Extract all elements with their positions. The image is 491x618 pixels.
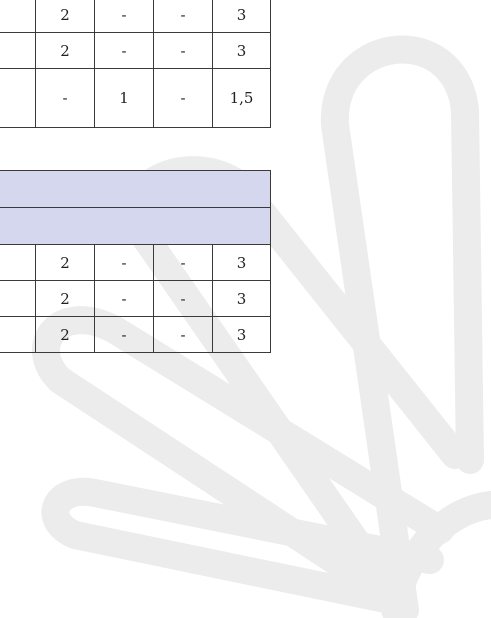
table-cell: 3: [213, 0, 271, 33]
table-cell: 3: [213, 33, 271, 69]
table-2: [0, 170, 271, 353]
table-row: [0, 245, 271, 281]
table-header-band: [0, 171, 271, 208]
table-cell: -: [154, 281, 213, 317]
table-row: [0, 33, 271, 69]
table-cell: -: [95, 0, 154, 33]
table-row: [0, 69, 271, 128]
table-cell: -: [36, 69, 95, 128]
table-cell: -: [95, 317, 154, 353]
table-cell: -: [154, 69, 213, 128]
table-1: [0, 0, 271, 128]
table-row: [0, 0, 271, 33]
table-header-row: [0, 171, 271, 208]
table-cell: [0, 0, 36, 33]
table-cell: [0, 69, 36, 128]
table-cell: 1,5: [213, 69, 271, 128]
table-cell: -: [154, 0, 213, 33]
table-cell: 1: [95, 69, 154, 128]
table-cell: -: [95, 33, 154, 69]
table-cell: -: [154, 245, 213, 281]
table-cell: 3: [213, 281, 271, 317]
table-cell: 3: [213, 317, 271, 353]
table-cell: 2: [36, 281, 95, 317]
table-cell: [0, 245, 36, 281]
table-cell: -: [95, 245, 154, 281]
table-cell: 2: [36, 33, 95, 69]
table-cell: 3: [213, 245, 271, 281]
table-header-row: [0, 208, 271, 245]
table-cell: -: [154, 317, 213, 353]
table-cell: [0, 281, 36, 317]
table-cell: 2: [36, 317, 95, 353]
table-cell: -: [95, 281, 154, 317]
table-cell: [0, 317, 36, 353]
table-cell: -: [154, 33, 213, 69]
table-cell: 2: [36, 0, 95, 33]
table-row: [0, 281, 271, 317]
table-cell: [0, 33, 36, 69]
table-row: [0, 317, 271, 353]
table-cell: 2: [36, 245, 95, 281]
table-header-band: [0, 208, 271, 245]
